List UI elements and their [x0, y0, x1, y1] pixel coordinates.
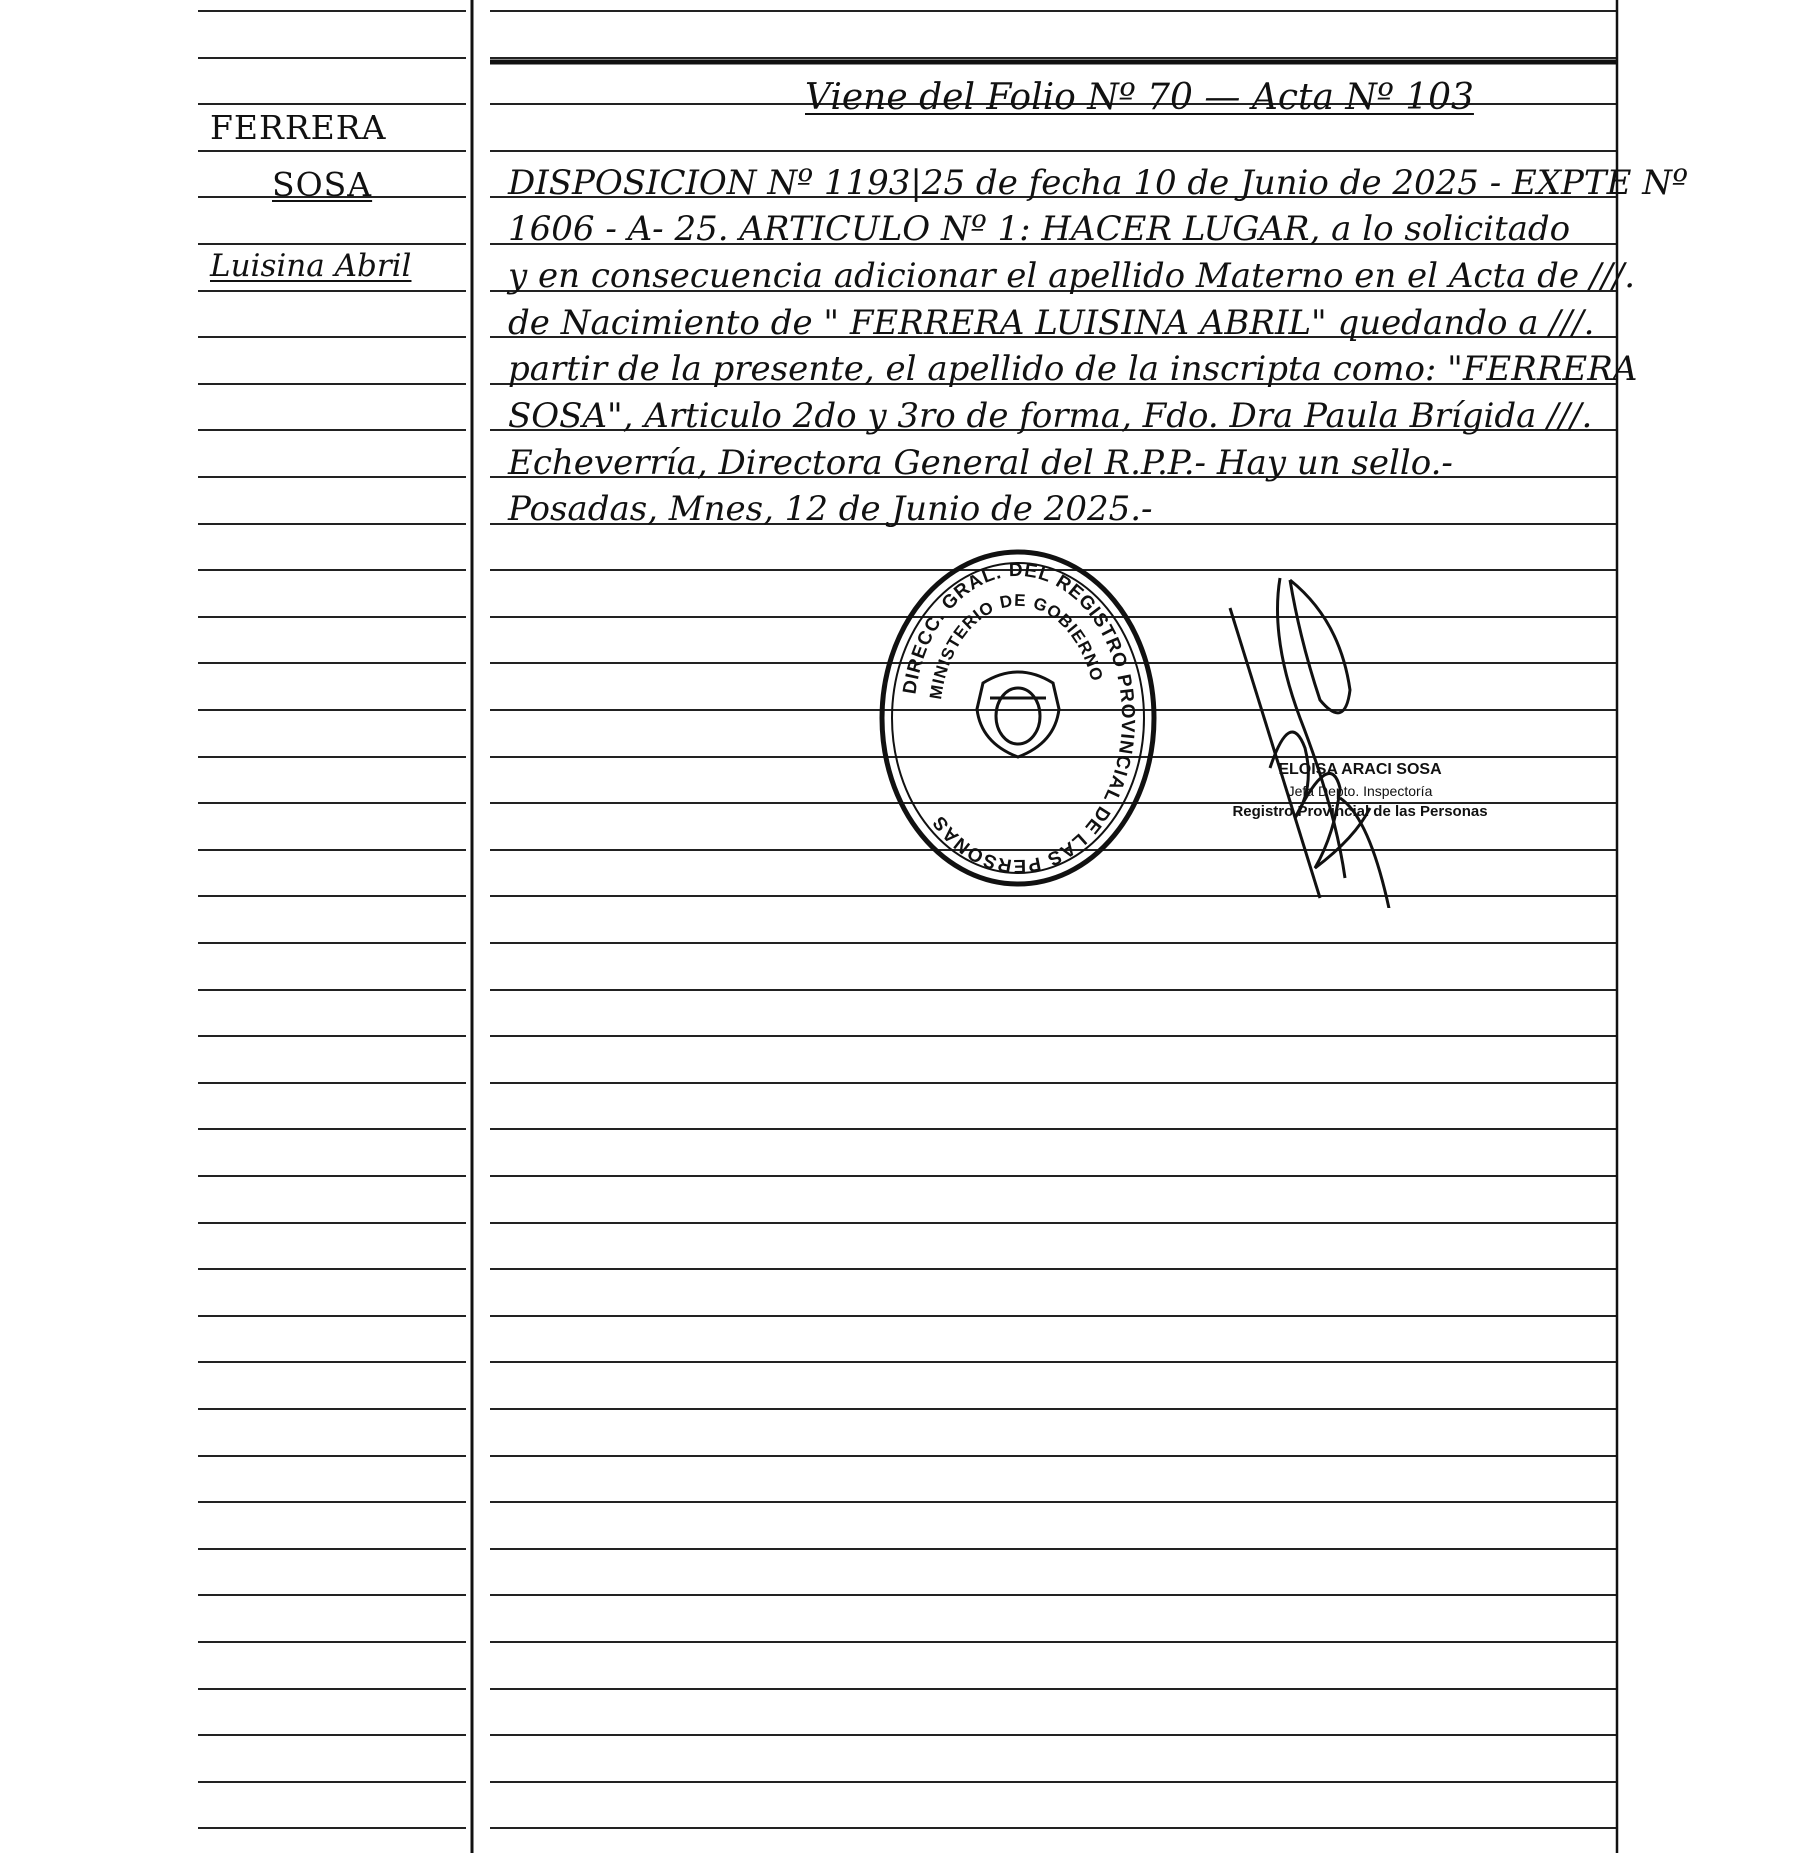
seal-inner-text: MINISTERIO DE GOBIERNO [926, 590, 1107, 701]
body-line-4: de Nacimiento de " FERRERA LUISINA ABRIL" quedando a ///. [508, 303, 1595, 343]
body-line-3: y en consecuencia adicionar el apellido Materno en el Acta de ///. [508, 256, 1636, 296]
body-line-2: 1606 - A- 25. ARTICULO Nº 1: HACER LUGAR, a lo solicitado [508, 209, 1571, 249]
signature-scribble [1210, 568, 1450, 908]
signatory-role: Jefa Depto. Inspectoría [1287, 783, 1433, 799]
official-seal [878, 548, 1158, 888]
signatory-name: ELOISA ARACI SOSA [1278, 761, 1442, 778]
signature-stamp [1195, 761, 1525, 820]
margin-surname-2: SOSA [272, 165, 373, 204]
coat-of-arms-icon [977, 672, 1059, 757]
margin-given-names: Luisina Abril [210, 248, 412, 284]
body-line-7: Echeverría, Directora General del R.P.P.- Hay un sello.- [508, 443, 1453, 483]
signatory-office: Registro Provincial de las Personas [1232, 803, 1488, 820]
margin-surname-1: FERRERA [210, 108, 387, 147]
body-line-6: SOSA", Articulo 2do y 3ro de forma, Fdo. Dra Paula Brígida ///. [508, 396, 1593, 436]
folio-header: Viene del Folio Nº 70 — Acta Nº 103 [805, 77, 1474, 118]
seal-outer-text: DIRECC. GRAL. DEL REGISTRO PROVINCIAL DE LAS PERSONAS [899, 559, 1139, 877]
body-line-5: partir de la presente, el apellido de la inscripta como: "FERRERA [508, 349, 1638, 389]
body-line-8: Posadas, Mnes, 12 de Junio de 2025.- [508, 489, 1153, 529]
body-line-1: DISPOSICION Nº 1193|25 de fecha 10 de Junio de 2025 - EXPTE Nº [508, 163, 1688, 203]
